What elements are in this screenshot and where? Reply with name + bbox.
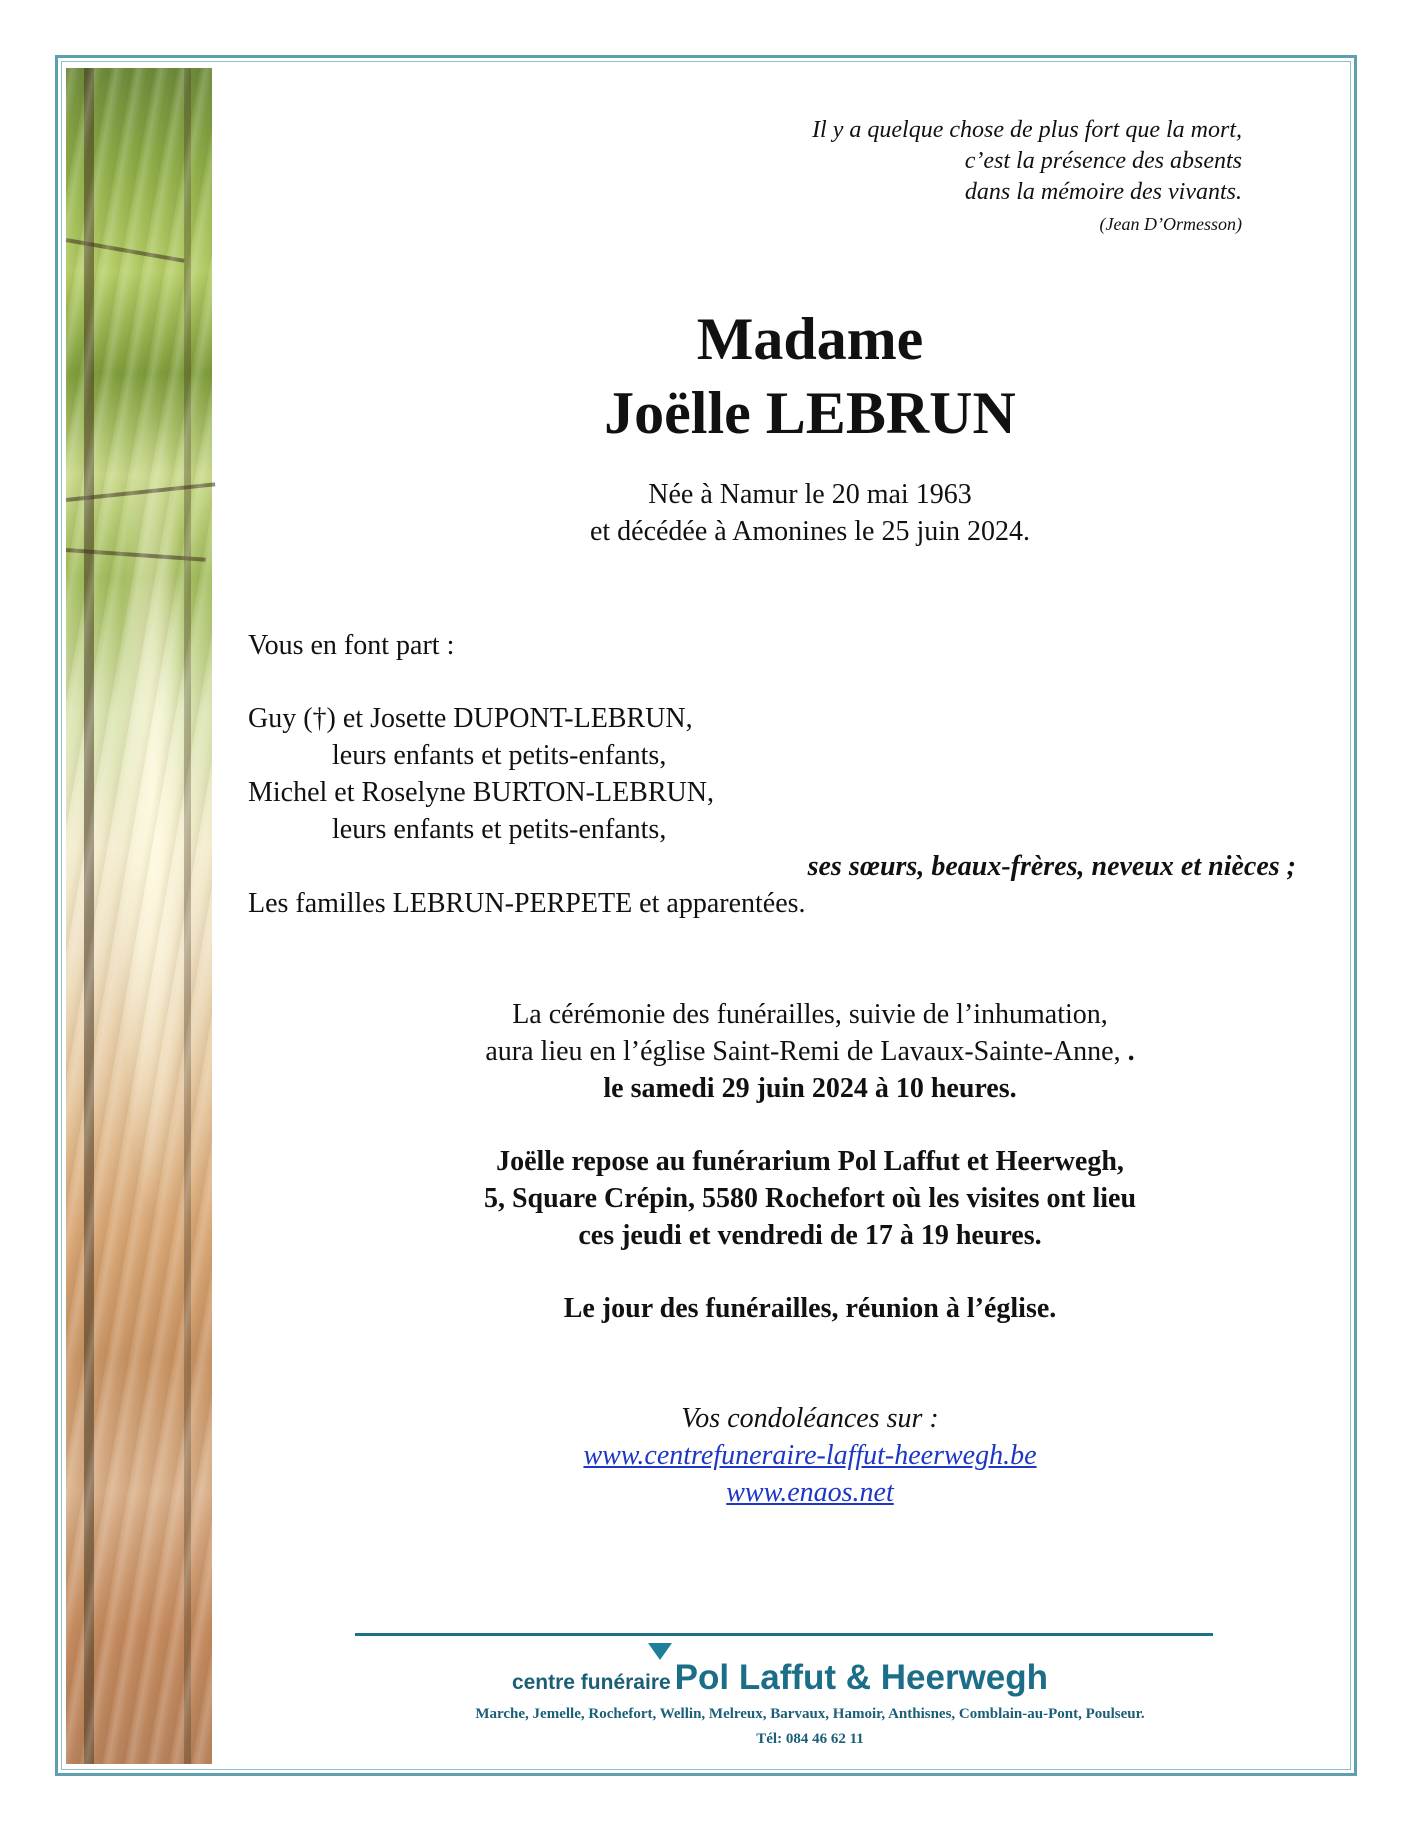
ceremony-date: le samedi 29 juin 2024 à 10 heures.	[603, 1073, 1017, 1104]
quote-line-2: c’est la présence des absents	[964, 148, 1242, 174]
deceased-name: Joëlle LEBRUN	[604, 380, 1016, 446]
ceremony-line-1: La cérémonie des funérailles, suivie de l’inhumation,	[512, 999, 1108, 1030]
condolences-link-funeral-center[interactable]: www.centrefuneraire-laffut-heerwegh.be	[583, 1440, 1037, 1471]
family-line: leurs enfants et petits-enfants,	[332, 814, 667, 845]
ceremony-line-2: aura lieu en l’église Saint-Remi de Lavaux-Sainte-Anne, .	[485, 1036, 1135, 1067]
family-line: ses sœurs, beaux-frères, neveux et nièces ;	[807, 851, 1296, 882]
family-line: leurs enfants et petits-enfants,	[332, 740, 667, 771]
visitation-line-1: Joëlle repose au funérarium Pol Laffut et Heerwegh,	[496, 1146, 1124, 1177]
funeral-home-logo	[0, 1656, 1416, 1707]
visitation-line-2: 5, Square Crépin, 5580 Rochefort où les visites ont lieu	[483, 1183, 1137, 1214]
condolences-link-enaos[interactable]: www.enaos.net	[726, 1477, 894, 1508]
quote-author: (Jean D’Ormesson)	[1099, 214, 1242, 234]
footer-phone: Tél: 084 46 62 11	[756, 1731, 864, 1747]
family-line: Guy (†) et Josette DUPONT-LEBRUN,	[248, 703, 693, 734]
deceased-title: Madame	[696, 306, 924, 372]
family-line: Les familles LEBRUN-PERPETE et apparentées.	[248, 888, 806, 919]
birth-line: Née à Namur le 20 mai 1963	[648, 479, 972, 510]
quote-line-1: Il y a quelque chose de plus fort que la mort,	[812, 117, 1242, 143]
announce-intro: Vous en font part :	[248, 630, 455, 661]
logo-rule	[355, 1633, 1213, 1636]
visitation-line-3: ces jeudi et vendredi de 17 à 19 heures.	[578, 1220, 1042, 1251]
footer-towns: Marche, Jemelle, Rochefort, Wellin, Melreux, Barvaux, Hamoir, Anthisnes, Comblain-au-Pont, Poulseur.	[475, 1706, 1145, 1722]
logo-small-text: centre funéraire	[511, 1671, 671, 1694]
condolences-label: Vos condoléances sur :	[681, 1403, 939, 1434]
quote-line-3: dans la mémoire des vivants.	[964, 179, 1242, 205]
logo-brand-text: Pol Laffut & Heerwegh	[674, 1658, 1049, 1697]
family-line: Michel et Roselyne BURTON-LEBRUN,	[248, 777, 714, 808]
meeting-line: Le jour des funérailles, réunion à l’église.	[563, 1293, 1057, 1324]
death-line: et décédée à Amonines le 25 juin 2024.	[589, 516, 1031, 547]
